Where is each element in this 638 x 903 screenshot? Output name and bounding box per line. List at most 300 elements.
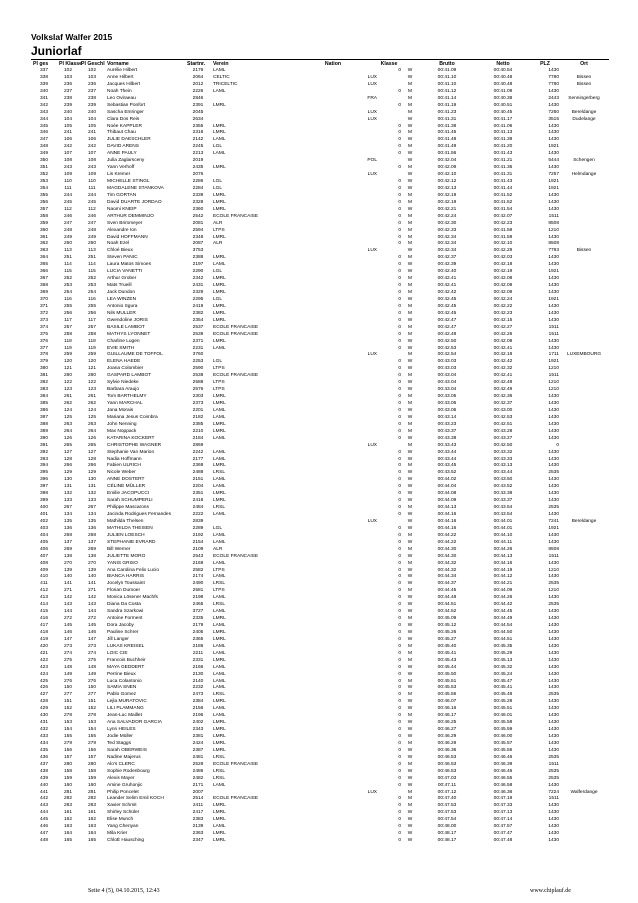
cell-brutto: 00:44.48 bbox=[437, 595, 457, 601]
cell-verein: LAML bbox=[213, 456, 226, 462]
cell-pl-ges: 356 bbox=[39, 199, 48, 205]
cell-netto: 00:46.36 bbox=[493, 789, 513, 795]
cell-klasse: W bbox=[407, 699, 413, 705]
cell-klasse-num: 0 bbox=[398, 685, 401, 691]
cell-nation bbox=[289, 512, 377, 519]
cell-pl-geschl: 103 bbox=[87, 74, 96, 80]
cell-nation bbox=[289, 692, 377, 699]
cell-pl-geschl: 266 bbox=[87, 463, 96, 469]
cell-startnr: 2290 bbox=[192, 269, 204, 275]
cell-ort bbox=[559, 124, 609, 131]
cell-pl-klasse: 120 bbox=[63, 359, 72, 365]
cell-klasse: W bbox=[407, 407, 413, 413]
cell-netto: 00:42.23 bbox=[493, 310, 513, 316]
cell-pl-geschl: 143 bbox=[87, 602, 96, 608]
cell-klasse: W bbox=[407, 671, 413, 677]
cell-verein: LMRL bbox=[213, 803, 226, 809]
cell-ort: Bereldange bbox=[571, 518, 597, 524]
cell-pl-geschl: 102 bbox=[87, 68, 96, 73]
cell-brutto: 00:42.24 bbox=[437, 213, 457, 219]
cell-pl-geschl: 236 bbox=[87, 81, 96, 87]
cell-verein: ECOLE FRANCAISE bbox=[213, 373, 259, 379]
cell-pl-klasse: 154 bbox=[63, 727, 72, 733]
cell-startnr: 2232 bbox=[192, 685, 204, 691]
cell-klasse: W bbox=[407, 435, 413, 441]
cell-pl-klasse: 270 bbox=[63, 560, 72, 566]
cell-verein: LRSL bbox=[213, 768, 225, 774]
cell-ort bbox=[559, 436, 609, 443]
cell-verein: LAML bbox=[213, 512, 226, 517]
cell-ort bbox=[559, 318, 609, 325]
cell-plz: 1430 bbox=[548, 463, 559, 469]
table-header-row bbox=[31, 60, 609, 68]
cell-pl-klasse: 278 bbox=[63, 713, 72, 719]
cell-pl-ges: 382 bbox=[39, 380, 48, 386]
cell-pl-klasse: 155 bbox=[63, 734, 72, 739]
cell-pl-geschl: 263 bbox=[87, 421, 96, 427]
cell-pl-ges: 419 bbox=[39, 636, 48, 642]
cell-netto: 00:42.27 bbox=[493, 324, 513, 330]
cell-pl-geschl: 116 bbox=[88, 296, 96, 302]
cell-pl-klasse: 131 bbox=[63, 484, 72, 490]
cell-startnr: 2411 bbox=[192, 803, 204, 809]
cell-klasse: W bbox=[407, 518, 413, 524]
cell-klasse-num: 0 bbox=[398, 595, 401, 601]
cell-vorname: Xavier Schmit bbox=[107, 803, 137, 809]
cell-pl-klasse: 280 bbox=[63, 761, 72, 767]
cell-plz: 1210 bbox=[548, 567, 559, 573]
cell-netto: 00:41.06 bbox=[493, 123, 513, 129]
cell-vorname: Clara Dos Reis bbox=[107, 116, 140, 122]
cell-netto: 00:46.58 bbox=[493, 782, 513, 788]
cell-plz: 1430 bbox=[548, 428, 559, 434]
cell-pl-klasse: 119 bbox=[64, 345, 72, 351]
cell-verein: LAML bbox=[213, 477, 226, 483]
cell-klasse: M bbox=[408, 88, 412, 94]
col-brutto: Brutto bbox=[439, 61, 455, 67]
cell-brutto: 00:47.12 bbox=[437, 789, 457, 795]
cell-pl-klasse: 252 bbox=[63, 276, 72, 282]
cell-nation bbox=[289, 470, 377, 477]
cell-verein: ECOLE FRANCAISE bbox=[213, 761, 259, 767]
cell-brutto: 00:42.13 bbox=[437, 185, 457, 191]
cell-pl-geschl: 160 bbox=[87, 782, 96, 788]
cell-verein: ALR bbox=[213, 220, 223, 226]
cell-ort bbox=[559, 796, 609, 803]
cell-brutto: 00:45.44 bbox=[437, 664, 457, 670]
cell-klasse: M bbox=[408, 657, 412, 663]
cell-ort bbox=[559, 89, 609, 96]
cell-pl-klasse: 102 bbox=[63, 68, 72, 73]
cell-verein: LAML bbox=[213, 449, 226, 455]
cell-pl-klasse: 253 bbox=[63, 283, 72, 289]
cell-verein: LTPS bbox=[213, 227, 225, 233]
cell-pl-geschl: 157 bbox=[87, 754, 96, 760]
cell-pl-geschl: 268 bbox=[87, 532, 96, 538]
cell-pl-klasse: 146 bbox=[63, 629, 72, 635]
cell-startnr: 2213 bbox=[192, 151, 204, 157]
cell-vorname: Thibaut Chau bbox=[107, 130, 136, 136]
cell-startnr: 2192 bbox=[192, 532, 204, 538]
cell-pl-ges: 388 bbox=[39, 421, 48, 427]
cell-nation bbox=[289, 581, 377, 588]
cell-netto: 00:44.10 bbox=[493, 532, 513, 538]
cell-verein: LMRL bbox=[213, 206, 226, 212]
cell-klasse: M bbox=[408, 102, 412, 108]
cell-plz: 1430 bbox=[548, 734, 559, 739]
cell-pl-ges: 346 bbox=[39, 130, 48, 136]
cell-startnr: 2869 bbox=[192, 442, 204, 448]
cell-klasse: M bbox=[408, 255, 412, 261]
cell-pl-ges: 423 bbox=[39, 664, 48, 670]
cell-ort bbox=[559, 457, 609, 464]
cell-pl-klasse: 109 bbox=[63, 172, 72, 178]
cell-brutto: 00:46.07 bbox=[437, 699, 457, 705]
cell-verein: LAML bbox=[213, 685, 226, 691]
cell-startnr: 2222 bbox=[192, 512, 204, 517]
cell-pl-ges: 394 bbox=[39, 463, 48, 469]
cell-ort bbox=[559, 540, 609, 547]
cell-klasse: W bbox=[407, 317, 413, 323]
cell-netto: 00:44.19 bbox=[493, 567, 513, 573]
cell-pl-ges: 383 bbox=[39, 387, 48, 393]
cell-pl-ges: 378 bbox=[39, 352, 48, 358]
cell-plz: 1430 bbox=[548, 678, 559, 684]
cell-ort bbox=[559, 228, 609, 235]
cell-pl-geschl: 277 bbox=[87, 692, 96, 698]
cell-brutto: 00:47.54 bbox=[437, 817, 457, 823]
cell-vorname: CHRISTOPHE WAGNER bbox=[107, 442, 162, 448]
cell-vorname: Yann Verhoff bbox=[107, 165, 135, 171]
cell-brutto: 00:45.40 bbox=[437, 643, 457, 649]
cell-plz: 1711 bbox=[548, 352, 559, 358]
cell-ort: Bissen bbox=[576, 74, 592, 80]
cell-pl-ges: 407 bbox=[39, 553, 48, 559]
cell-plz: 1921 bbox=[548, 359, 559, 365]
cell-verein: LMRL bbox=[213, 338, 226, 344]
cell-vorname: Noée KAPPLER bbox=[107, 123, 142, 129]
cell-klasse-num: 0 bbox=[398, 456, 401, 462]
cell-pl-ges: 432 bbox=[39, 727, 48, 733]
cell-plz: 1921 bbox=[548, 525, 559, 531]
cell-startnr: 2355 bbox=[192, 123, 204, 129]
cell-pl-geschl: 251 bbox=[87, 255, 96, 261]
cell-klasse: W bbox=[407, 629, 413, 635]
cell-klasse-num: 0 bbox=[398, 262, 401, 268]
table-row bbox=[31, 769, 609, 776]
cell-klasse-num: 0 bbox=[398, 449, 401, 455]
cell-klasse-num: 0 bbox=[398, 768, 401, 774]
cell-plz: 1430 bbox=[548, 747, 559, 753]
cell-pl-ges: 416 bbox=[39, 616, 48, 622]
cell-netto: 00:45.32 bbox=[493, 664, 513, 670]
table-row bbox=[31, 311, 609, 318]
cell-pl-ges: 417 bbox=[39, 623, 48, 628]
cell-netto: 00:44.16 bbox=[493, 560, 513, 566]
cell-verein: LMRL bbox=[213, 283, 226, 289]
cell-nation bbox=[289, 165, 377, 172]
cell-klasse-num: 0 bbox=[398, 838, 401, 844]
cell-nation bbox=[289, 450, 377, 457]
cell-netto: 00:41.54 bbox=[493, 206, 513, 212]
cell-brutto: 00:43.44 bbox=[437, 456, 457, 462]
cell-klasse: W bbox=[407, 185, 413, 191]
cell-brutto: 00:47.11 bbox=[437, 782, 457, 788]
cell-pl-geschl: 260 bbox=[87, 373, 96, 379]
cell-pl-ges: 439 bbox=[39, 775, 48, 781]
cell-ort bbox=[559, 533, 609, 540]
cell-ort bbox=[559, 637, 609, 644]
table-row bbox=[31, 75, 609, 82]
cell-pl-klasse: 276 bbox=[63, 678, 72, 684]
cell-brutto: 00:41.31 bbox=[437, 116, 457, 122]
cell-klasse: M bbox=[408, 220, 412, 226]
cell-startnr: 2204 bbox=[192, 484, 204, 490]
cell-netto: 00:42.15 bbox=[493, 317, 513, 323]
cell-brutto: 00:42.40 bbox=[437, 269, 457, 275]
cell-pl-geschl: 271 bbox=[87, 588, 96, 594]
cell-klasse-num bbox=[377, 82, 401, 89]
table-row bbox=[31, 117, 609, 124]
cell-pl-klasse: 152 bbox=[63, 706, 72, 712]
cell-klasse-num: 0 bbox=[398, 269, 401, 275]
cell-vorname: LUCIA VANETTI bbox=[107, 269, 143, 275]
cell-klasse: W bbox=[407, 567, 413, 573]
cell-pl-geschl: 282 bbox=[87, 796, 96, 802]
cell-klasse-num: 0 bbox=[398, 179, 401, 184]
cell-startnr: 2176 bbox=[192, 68, 204, 73]
cell-netto: 00:42.10 bbox=[493, 241, 513, 247]
cell-netto: 00:42.41 bbox=[493, 373, 513, 379]
cell-ort: LUXEMBOURG bbox=[566, 352, 602, 358]
cell-pl-klasse: 125 bbox=[63, 414, 72, 420]
cell-pl-geschl: 276 bbox=[87, 678, 96, 684]
cell-klasse: M bbox=[408, 213, 412, 219]
cell-nation bbox=[289, 124, 377, 131]
cell-nation: LUX bbox=[367, 116, 377, 122]
cell-netto: 00:45.47 bbox=[493, 678, 513, 684]
cell-pl-ges: 337 bbox=[39, 68, 48, 73]
cell-startnr: 2151 bbox=[192, 477, 204, 483]
table-row bbox=[31, 540, 609, 547]
cell-brutto: 00:43.05 bbox=[437, 394, 457, 400]
cell-brutto: 00:43.23 bbox=[437, 421, 457, 427]
cell-klasse-num: 0 bbox=[398, 720, 401, 726]
cell-verein bbox=[211, 519, 289, 526]
cell-pl-klasse: 132 bbox=[63, 491, 72, 497]
cell-nation bbox=[289, 193, 377, 200]
cell-pl-geschl: 240 bbox=[87, 109, 96, 115]
cell-startnr: 2226 bbox=[192, 88, 204, 94]
cell-klasse-num: 0 bbox=[398, 137, 401, 143]
cell-pl-ges: 436 bbox=[39, 754, 48, 760]
cell-verein: LMRL bbox=[213, 831, 226, 837]
cell-nation: LUX bbox=[367, 109, 377, 115]
table-row bbox=[31, 776, 609, 783]
cell-verein bbox=[211, 172, 289, 179]
cell-netto: 00:40.51 bbox=[493, 102, 513, 108]
cell-brutto: 00:44.22 bbox=[437, 532, 457, 538]
table-row bbox=[31, 436, 609, 443]
cell-vorname: BASILE LAMBOT bbox=[107, 324, 145, 330]
cell-klasse: W bbox=[407, 838, 413, 844]
cell-verein: LRSL bbox=[213, 505, 225, 511]
cell-klasse-num: 0 bbox=[398, 130, 401, 136]
cell-startnr: 2166 bbox=[192, 664, 204, 670]
cell-klasse-num: 0 bbox=[398, 713, 401, 719]
cell-netto: 00:41.36 bbox=[493, 165, 513, 171]
cell-verein: LAML bbox=[213, 151, 226, 157]
cell-pl-geschl: 106 bbox=[87, 137, 96, 143]
cell-plz: 1430 bbox=[548, 817, 559, 823]
cell-pl-ges: 367 bbox=[39, 276, 48, 282]
cell-klasse: W bbox=[407, 609, 413, 615]
cell-plz: 1210 bbox=[548, 366, 559, 372]
cell-klasse-num: 0 bbox=[398, 532, 401, 538]
cell-verein: ECOLE FRANCAISE bbox=[213, 553, 259, 559]
cell-netto: 00:44.26 bbox=[493, 546, 513, 552]
cell-ort bbox=[559, 144, 609, 151]
cell-pl-geschl: 104 bbox=[87, 116, 96, 122]
cell-plz: 2535 bbox=[548, 505, 559, 511]
cell-klasse: W bbox=[407, 775, 413, 781]
cell-brutto: 00:41.19 bbox=[437, 102, 457, 108]
table-row bbox=[31, 630, 609, 637]
cell-nation: LUX bbox=[367, 352, 377, 358]
cell-pl-ges: 437 bbox=[39, 761, 48, 767]
cell-startnr: 2431 bbox=[192, 283, 204, 289]
cell-pl-ges: 393 bbox=[39, 456, 48, 462]
cell-pl-geschl: 112 bbox=[88, 206, 96, 212]
cell-klasse: W bbox=[407, 470, 413, 476]
cell-vorname: Ana SALVADOR GARCIA bbox=[107, 720, 163, 726]
cell-pl-klasse: 257 bbox=[63, 324, 72, 330]
cell-nation bbox=[289, 533, 377, 540]
cell-verein: LGL bbox=[213, 185, 223, 191]
cell-pl-ges: 403 bbox=[39, 525, 48, 531]
cell-verein: LMRL bbox=[213, 720, 226, 726]
cell-klasse: W bbox=[407, 574, 413, 580]
cell-nation: LUX bbox=[367, 248, 377, 254]
table-row bbox=[31, 665, 609, 672]
cell-klasse-num: 0 bbox=[398, 699, 401, 705]
cell-pl-ges: 371 bbox=[39, 303, 48, 309]
cell-nation bbox=[289, 672, 377, 679]
cell-startnr: 2343 bbox=[192, 727, 204, 733]
cell-klasse: M bbox=[408, 692, 412, 698]
cell-klasse: W bbox=[407, 359, 413, 365]
cell-nation bbox=[289, 235, 377, 242]
cell-netto: 00:42.42 bbox=[493, 359, 513, 365]
cell-ort bbox=[559, 137, 609, 144]
cell-brutto: 00:42.21 bbox=[437, 206, 457, 212]
cell-netto: 00:47.47 bbox=[493, 831, 513, 837]
cell-brutto: 00:42.47 bbox=[437, 324, 457, 330]
cell-netto: 00:43.38 bbox=[493, 491, 513, 497]
cell-pl-geschl: 117 bbox=[88, 317, 96, 323]
cell-verein: LMRL bbox=[213, 491, 226, 497]
cell-pl-ges: 372 bbox=[39, 310, 48, 316]
cell-klasse: M bbox=[408, 81, 412, 87]
cell-klasse: W bbox=[407, 595, 413, 601]
cell-brutto: 00:43.04 bbox=[437, 373, 457, 379]
cell-netto: 00:47.19 bbox=[493, 796, 513, 802]
cell-nation bbox=[289, 346, 377, 353]
cell-netto: 00:47.13 bbox=[493, 810, 513, 816]
cell-klasse-num: 0 bbox=[398, 283, 401, 289]
cell-startnr: 2590 bbox=[192, 366, 204, 372]
cell-klasse-num bbox=[377, 519, 401, 526]
cell-klasse: M bbox=[408, 144, 412, 150]
cell-ort bbox=[559, 685, 609, 692]
cell-vorname: Tim GORTAN bbox=[107, 192, 137, 198]
cell-klasse: M bbox=[408, 290, 412, 295]
cell-startnr: 2383 bbox=[192, 817, 204, 823]
cell-ort bbox=[559, 297, 609, 304]
cell-startnr: 2335 bbox=[192, 616, 204, 622]
cell-nation bbox=[289, 318, 377, 325]
cell-klasse: W bbox=[407, 338, 413, 344]
cell-ort bbox=[559, 269, 609, 276]
cell-netto: 00:41.59 bbox=[493, 234, 513, 240]
cell-klasse: W bbox=[407, 380, 413, 386]
cell-pl-geschl: 135 bbox=[87, 518, 96, 524]
cell-plz: 2535 bbox=[548, 754, 559, 760]
cell-startnr: 2543 bbox=[192, 553, 204, 559]
table-row bbox=[31, 741, 609, 748]
table-row bbox=[31, 783, 609, 790]
cell-netto: 00:43.37 bbox=[493, 498, 513, 504]
cell-pl-geschl: 144 bbox=[87, 609, 96, 615]
cell-nation bbox=[289, 436, 377, 443]
cell-plz: 7780 bbox=[548, 81, 559, 87]
cell-plz: 1430 bbox=[548, 560, 559, 566]
cell-pl-klasse: 133 bbox=[63, 498, 72, 504]
cell-startnr: 2064 bbox=[192, 74, 204, 80]
col-startnr: Startnr. bbox=[187, 61, 206, 67]
cell-brutto: 00:44.30 bbox=[437, 553, 457, 559]
cell-netto: 00:44.50 bbox=[493, 629, 513, 635]
table-row bbox=[31, 318, 609, 325]
cell-vorname: Ted Staggs bbox=[107, 740, 132, 746]
cell-pl-klasse: 279 bbox=[63, 740, 72, 746]
cell-brutto: 00:47.53 bbox=[437, 803, 457, 809]
cell-netto: 00:45.28 bbox=[493, 699, 513, 705]
cell-pl-ges: 404 bbox=[39, 532, 48, 538]
cell-pl-ges: 405 bbox=[39, 539, 48, 545]
cell-pl-klasse: 104 bbox=[63, 116, 72, 122]
cell-pl-klasse: 107 bbox=[63, 151, 72, 157]
cell-startnr: 2211 bbox=[192, 650, 204, 656]
cell-klasse: M bbox=[408, 678, 412, 684]
cell-vorname: Yann MARCHAL bbox=[107, 401, 143, 406]
cell-pl-ges: 400 bbox=[39, 505, 48, 511]
cell-netto: 00:43.33 bbox=[493, 456, 513, 462]
cell-plz: 1430 bbox=[548, 740, 559, 746]
cell-brutto: 00:44.45 bbox=[437, 588, 457, 594]
cell-klasse: W bbox=[407, 810, 413, 816]
cell-pl-klasse: 149 bbox=[63, 671, 72, 677]
cell-brutto: 00:46.36 bbox=[437, 747, 457, 753]
cell-plz: 7224 bbox=[548, 789, 559, 795]
cell-nation bbox=[289, 200, 377, 207]
cell-brutto: 00:44.32 bbox=[437, 560, 457, 566]
cell-pl-geschl: 245 bbox=[87, 199, 96, 205]
cell-plz: 1430 bbox=[548, 338, 559, 344]
cell-verein: LAML bbox=[213, 671, 226, 677]
cell-nation bbox=[289, 796, 377, 803]
cell-klasse-num: 0 bbox=[398, 213, 401, 219]
